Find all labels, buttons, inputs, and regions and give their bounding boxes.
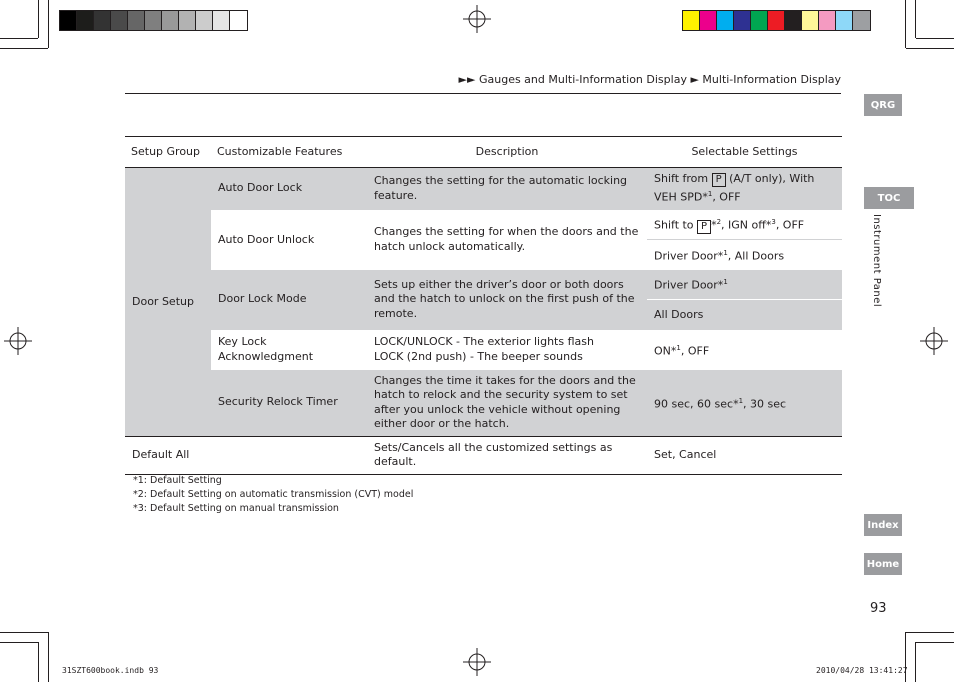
footnote: *3: Default Setting on manual transmission xyxy=(133,503,339,514)
settings-text: Driver Door* xyxy=(654,278,724,292)
feature-default-all-empty xyxy=(211,436,367,474)
color-swatch xyxy=(836,11,853,30)
description-default-all: Sets/Cancels all the customized settings as default. xyxy=(367,436,647,474)
table-row xyxy=(125,270,842,300)
park-position-icon: P xyxy=(697,220,711,234)
color-swatch xyxy=(179,11,196,30)
footnote-ref: 1 xyxy=(738,396,744,405)
color-swatch xyxy=(853,11,870,30)
crop-mark xyxy=(38,642,39,682)
crop-mark xyxy=(915,0,916,38)
settings-text: (A/T only), With VEH SPD* xyxy=(654,172,815,204)
color-swatch xyxy=(751,11,768,30)
settings-auto-door-unlock-1 xyxy=(647,210,842,240)
footnote-ref: 1 xyxy=(723,278,728,287)
settings-auto-door-lock xyxy=(647,168,842,210)
color-swatch xyxy=(700,11,717,30)
settings-text: , 30 sec xyxy=(743,397,787,411)
color-swatch xyxy=(162,11,179,30)
color-swatch xyxy=(128,11,145,30)
settings-text: * xyxy=(711,218,717,232)
footnote-ref: 1 xyxy=(707,190,713,198)
table-row xyxy=(125,370,842,437)
color-swatch xyxy=(77,11,94,30)
crop-mark xyxy=(906,632,954,633)
process-color-bar xyxy=(682,10,871,31)
header-customizable-features: Customizable Features xyxy=(211,137,367,168)
color-swatch xyxy=(213,11,230,30)
description-door-lock-mode: Sets up either the driver’s door or both doors and the hatch to unlock on the first push of the remote. xyxy=(367,270,647,330)
color-swatch xyxy=(802,11,819,30)
crop-mark xyxy=(905,0,906,48)
settings-text: Shift to xyxy=(654,218,698,232)
settings-door-lock-mode-1 xyxy=(647,270,842,300)
settings-text: , OFF xyxy=(680,344,710,358)
settings-security-relock xyxy=(647,370,842,437)
color-swatch xyxy=(60,11,77,30)
footnotes xyxy=(133,474,413,516)
home-tab-label: Home xyxy=(866,558,900,570)
settings-door-lock-mode-2: All Doors xyxy=(647,300,842,330)
registration-mark-icon xyxy=(463,648,491,676)
registration-mark-icon xyxy=(463,5,491,33)
crop-mark xyxy=(0,632,48,633)
feature-auto-door-unlock: Auto Door Unlock xyxy=(211,210,367,270)
toc-tab[interactable] xyxy=(864,187,914,209)
registration-mark-icon xyxy=(920,327,948,355)
description-line: LOCK/UNLOCK - The exterior lights flash xyxy=(374,335,594,349)
header-rule xyxy=(125,93,841,94)
crop-mark xyxy=(0,38,38,39)
settings-text: Driver Door* xyxy=(654,249,724,263)
footnote: *2: Default Setting on automatic transmission (CVT) model xyxy=(133,489,414,500)
slug-right: 2010/04/28 13:41:27 xyxy=(816,666,908,675)
color-swatch xyxy=(111,11,128,30)
description-security-relock: Changes the time it takes for the doors and the hatch to relock and the security system to set after you unlock the vehicle without opening either door or the hatch. xyxy=(367,370,647,437)
table-header-row xyxy=(125,137,842,168)
footnote-ref: 1 xyxy=(676,343,681,352)
slug-left: 31SZT600book.indb 93 xyxy=(62,666,159,675)
color-swatch xyxy=(196,11,213,30)
settings-text: ON* xyxy=(654,344,677,358)
settings-text: , OFF xyxy=(712,190,741,204)
crop-mark xyxy=(916,642,954,643)
customization-table xyxy=(125,136,842,475)
header-selectable-settings: Selectable Settings xyxy=(647,137,842,168)
color-swatch xyxy=(145,11,162,30)
feature-door-lock-mode: Door Lock Mode xyxy=(211,270,367,330)
color-swatch xyxy=(734,11,751,30)
group-door-setup: Door Setup xyxy=(125,168,211,437)
grayscale-color-bar xyxy=(59,10,248,31)
index-tab[interactable] xyxy=(864,514,902,536)
settings-text: Shift from xyxy=(654,172,712,185)
toc-tab-label: TOC xyxy=(877,192,901,204)
park-position-icon: P xyxy=(712,173,726,187)
qrg-tab-label: QRG xyxy=(870,99,896,111)
footnote-ref: 1 xyxy=(723,248,728,257)
footnote-ref: 2 xyxy=(716,218,722,227)
description-key-lock-ack xyxy=(367,330,647,370)
color-swatch xyxy=(94,11,111,30)
breadcrumb xyxy=(459,73,841,86)
chapter-label: Instrument Panel xyxy=(871,214,882,308)
feature-security-relock: Security Relock Timer xyxy=(211,370,367,437)
home-tab[interactable] xyxy=(864,553,902,575)
footnote: *1: Default Setting xyxy=(133,475,222,486)
color-swatch xyxy=(683,11,700,30)
qrg-tab[interactable] xyxy=(864,94,902,116)
breadcrumb-subsection[interactable]: Multi-Information Display xyxy=(702,73,841,86)
settings-text: 90 sec, 60 sec* xyxy=(654,397,739,411)
color-swatch xyxy=(717,11,734,30)
footnote-ref: 3 xyxy=(771,218,776,227)
settings-default-all: Set, Cancel xyxy=(647,436,842,474)
description-auto-door-unlock: Changes the setting for when the doors and the hatch unlock automatically. xyxy=(367,210,647,270)
color-swatch xyxy=(230,11,247,30)
table-row xyxy=(125,168,842,210)
table-row xyxy=(125,436,842,474)
group-default-all: Default All xyxy=(125,436,211,474)
index-tab-label: Index xyxy=(867,519,899,531)
settings-text: , All Doors xyxy=(727,249,785,263)
crop-mark xyxy=(38,0,39,38)
color-swatch xyxy=(785,11,802,30)
feature-key-lock-ack: Key Lock Acknowledgment xyxy=(211,330,367,370)
breadcrumb-separator: ► xyxy=(690,73,699,86)
header-description: Description xyxy=(367,137,647,168)
table-row xyxy=(125,210,842,240)
table-row xyxy=(125,330,842,370)
crop-mark xyxy=(0,48,48,49)
crop-mark xyxy=(906,48,954,49)
header-setup-group: Setup Group xyxy=(125,137,211,168)
crop-mark xyxy=(0,642,38,643)
settings-text: , IGN off* xyxy=(721,218,772,232)
settings-key-lock-ack xyxy=(647,330,842,370)
description-auto-door-lock: Changes the setting for the automatic locking feature. xyxy=(367,168,647,210)
description-line: LOCK (2nd push) - The beeper sounds xyxy=(374,349,583,363)
crop-mark xyxy=(916,38,954,39)
color-swatch xyxy=(768,11,785,30)
crop-mark xyxy=(48,632,49,682)
breadcrumb-arrows: ►► xyxy=(458,73,476,86)
breadcrumb-section[interactable]: Gauges and Multi-Information Display xyxy=(478,73,687,86)
registration-mark-icon xyxy=(4,327,32,355)
page-number: 93 xyxy=(870,601,887,616)
feature-auto-door-lock: Auto Door Lock xyxy=(211,168,367,210)
crop-mark xyxy=(915,642,916,682)
color-swatch xyxy=(819,11,836,30)
settings-auto-door-unlock-2 xyxy=(647,240,842,270)
crop-mark xyxy=(48,0,49,48)
settings-text: , OFF xyxy=(775,218,805,232)
